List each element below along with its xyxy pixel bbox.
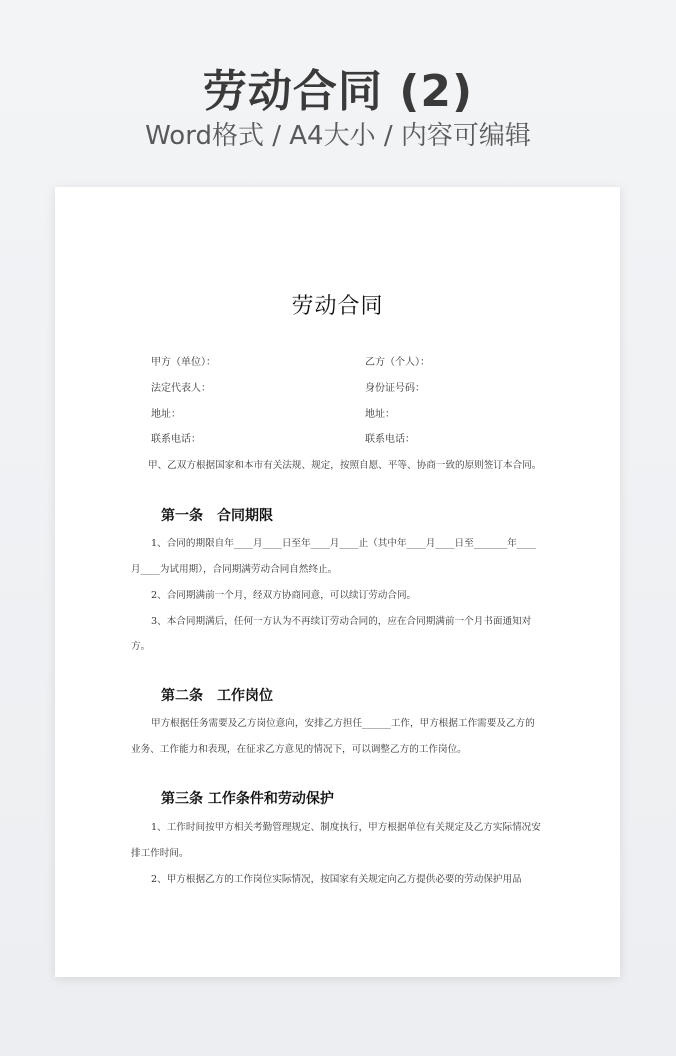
section-2-line: 甲方根据任务需要及乙方岗位意向，安排乙方担任______工作，甲方根据工作需要及乙方的 — [151, 718, 535, 729]
party-b-field: 乙方（个人）： — [365, 357, 430, 368]
section-3-line: 2、甲方根据乙方的工作岗位实际情况，按国家有关规定向乙方提供必要的劳动保护用品 — [151, 874, 522, 885]
section-1-line: 3、本合同期满后，任何一方认为不再续订劳动合同的，应在合同期满前一个月书面通知对 — [151, 616, 532, 627]
banner-subtitle: Word格式 / A4大小 / 内容可编辑 — [145, 121, 531, 151]
section-1-line: 1、合同的期限自年____月____日至年____月____止（其中年____月____日至_______年____ — [151, 538, 537, 549]
party-a-phone-field: 联系电话： — [151, 434, 201, 445]
section-2-line: 业务、工作能力和表现，在征求乙方意见的情况下，可以调整乙方的工作岗位。 — [131, 744, 467, 755]
id-number-field: 身份证号码： — [365, 383, 425, 394]
section-1-line: 方。 — [131, 641, 151, 652]
section-1-line: 2、合同期满前一个月，经双方协商同意，可以续订劳动合同。 — [151, 590, 417, 601]
intro-paragraph: 甲、乙双方根据国家和本市有关法规、规定，按照自愿、平等、协商一致的原则签订本合同。 — [148, 460, 542, 471]
section-3-line: 排工作时间。 — [131, 848, 189, 859]
party-a-address-field: 地址： — [151, 409, 181, 420]
document-page — [55, 187, 620, 977]
party-b-phone-field: 联系电话： — [365, 434, 415, 445]
party-a-field: 甲方（单位）： — [151, 357, 216, 368]
section-1-line: 月____为试用期），合同期满劳动合同自然终止。 — [131, 564, 338, 575]
section-heading: 第三条 工作条件和劳动保护 — [161, 791, 334, 807]
banner-title: 劳动合同 (2) — [202, 66, 474, 117]
section-heading: 第二条 工作岗位 — [161, 688, 273, 704]
legal-representative-field: 法定代表人： — [151, 383, 211, 394]
document-title: 劳动合同 — [291, 294, 384, 319]
section-3-line: 1、工作时间按甲方相关考勤管理规定、制度执行，甲方根据单位有关规定及乙方实际情况安 — [151, 822, 541, 833]
section-heading: 第一条 合同期限 — [161, 508, 273, 524]
party-b-address-field: 地址： — [365, 409, 395, 420]
